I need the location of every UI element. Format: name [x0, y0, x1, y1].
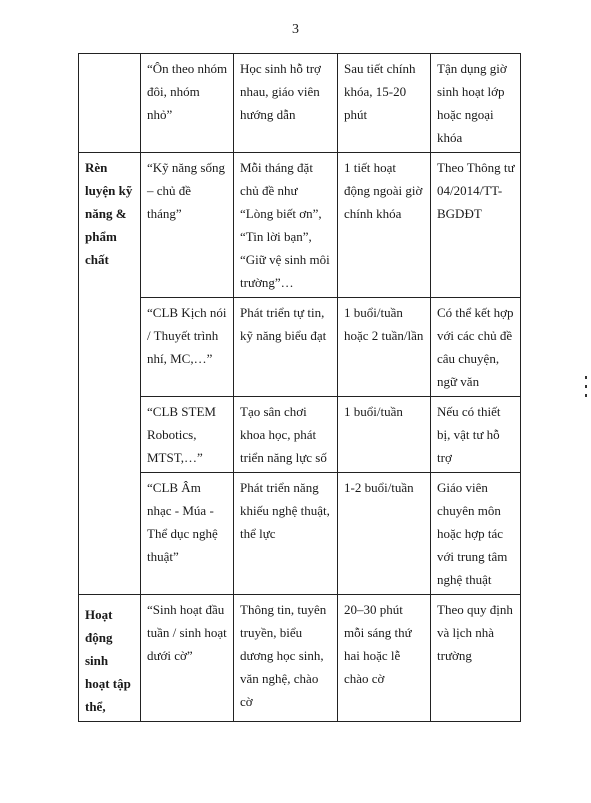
group-cell [79, 54, 141, 153]
table-row [79, 595, 521, 722]
group-cell: Rèn luyện kỹ năng & phẩm chất [79, 153, 141, 595]
activity-cell: “CLB Âm nhạc - Múa - Thể dục nghệ thuật” [141, 473, 234, 595]
table-row [79, 397, 521, 473]
activity-cell: “Sinh hoạt đầu tuần / sinh hoạt dưới cờ” [141, 595, 234, 722]
method-cell: Mỗi tháng đặt chủ đề như “Lòng biết ơn”, “Tin lời bạn”, “Giữ vệ sinh môi trường”… [234, 153, 338, 298]
activity-cell: “Kỹ năng sống – chủ đề tháng” [141, 153, 234, 298]
note-cell: Theo Thông tư 04/2014/TT-BGDĐT [431, 153, 521, 298]
note-cell: Giáo viên chuyên môn hoặc hợp tác với trung tâm nghệ thuật [431, 473, 521, 595]
method-cell: Phát triển tự tin, kỹ năng biểu đạt [234, 298, 338, 397]
time-cell: 1 tiết hoạt động ngoài giờ chính khóa [338, 153, 431, 298]
method-cell: Tạo sân chơi khoa học, phát triển năng lực số [234, 397, 338, 473]
scan-edge-marks [585, 376, 588, 404]
group-cell: Hoạt động sinh hoạt tập thể, [79, 595, 141, 722]
note-cell: Tận dụng giờ sinh hoạt lớp hoặc ngoại khóa [431, 54, 521, 153]
time-cell: 1 buổi/tuần hoặc 2 tuần/lần [338, 298, 431, 397]
note-cell: Có thể kết hợp với các chủ đề câu chuyện, ngữ văn [431, 298, 521, 397]
table-row [79, 54, 521, 153]
table-row [79, 473, 521, 595]
table-row [79, 153, 521, 298]
method-cell: Thông tin, tuyên truyền, biểu dương học sinh, văn nghệ, chào cờ [234, 595, 338, 722]
activity-cell: “CLB STEM Robotics, MTST,…” [141, 397, 234, 473]
activities-table [78, 53, 521, 722]
method-cell: Học sinh hỗ trợ nhau, giáo viên hướng dẫn [234, 54, 338, 153]
page-number: 3 [292, 22, 299, 37]
table-row [79, 298, 521, 397]
time-cell: 1 buổi/tuần [338, 397, 431, 473]
time-cell: Sau tiết chính khóa, 15-20 phút [338, 54, 431, 153]
method-cell: Phát triển năng khiếu nghệ thuật, thể lực [234, 473, 338, 595]
note-cell: Theo quy định và lịch nhà trường [431, 595, 521, 722]
activity-cell: “Ôn theo nhóm đôi, nhóm nhỏ” [141, 54, 234, 153]
note-cell: Nếu có thiết bị, vật tư hỗ trợ [431, 397, 521, 473]
activity-cell: “CLB Kịch nói / Thuyết trình nhí, MC,…” [141, 298, 234, 397]
time-cell: 1-2 buổi/tuần [338, 473, 431, 595]
time-cell: 20–30 phút mỗi sáng thứ hai hoặc lễ chào cờ [338, 595, 431, 722]
